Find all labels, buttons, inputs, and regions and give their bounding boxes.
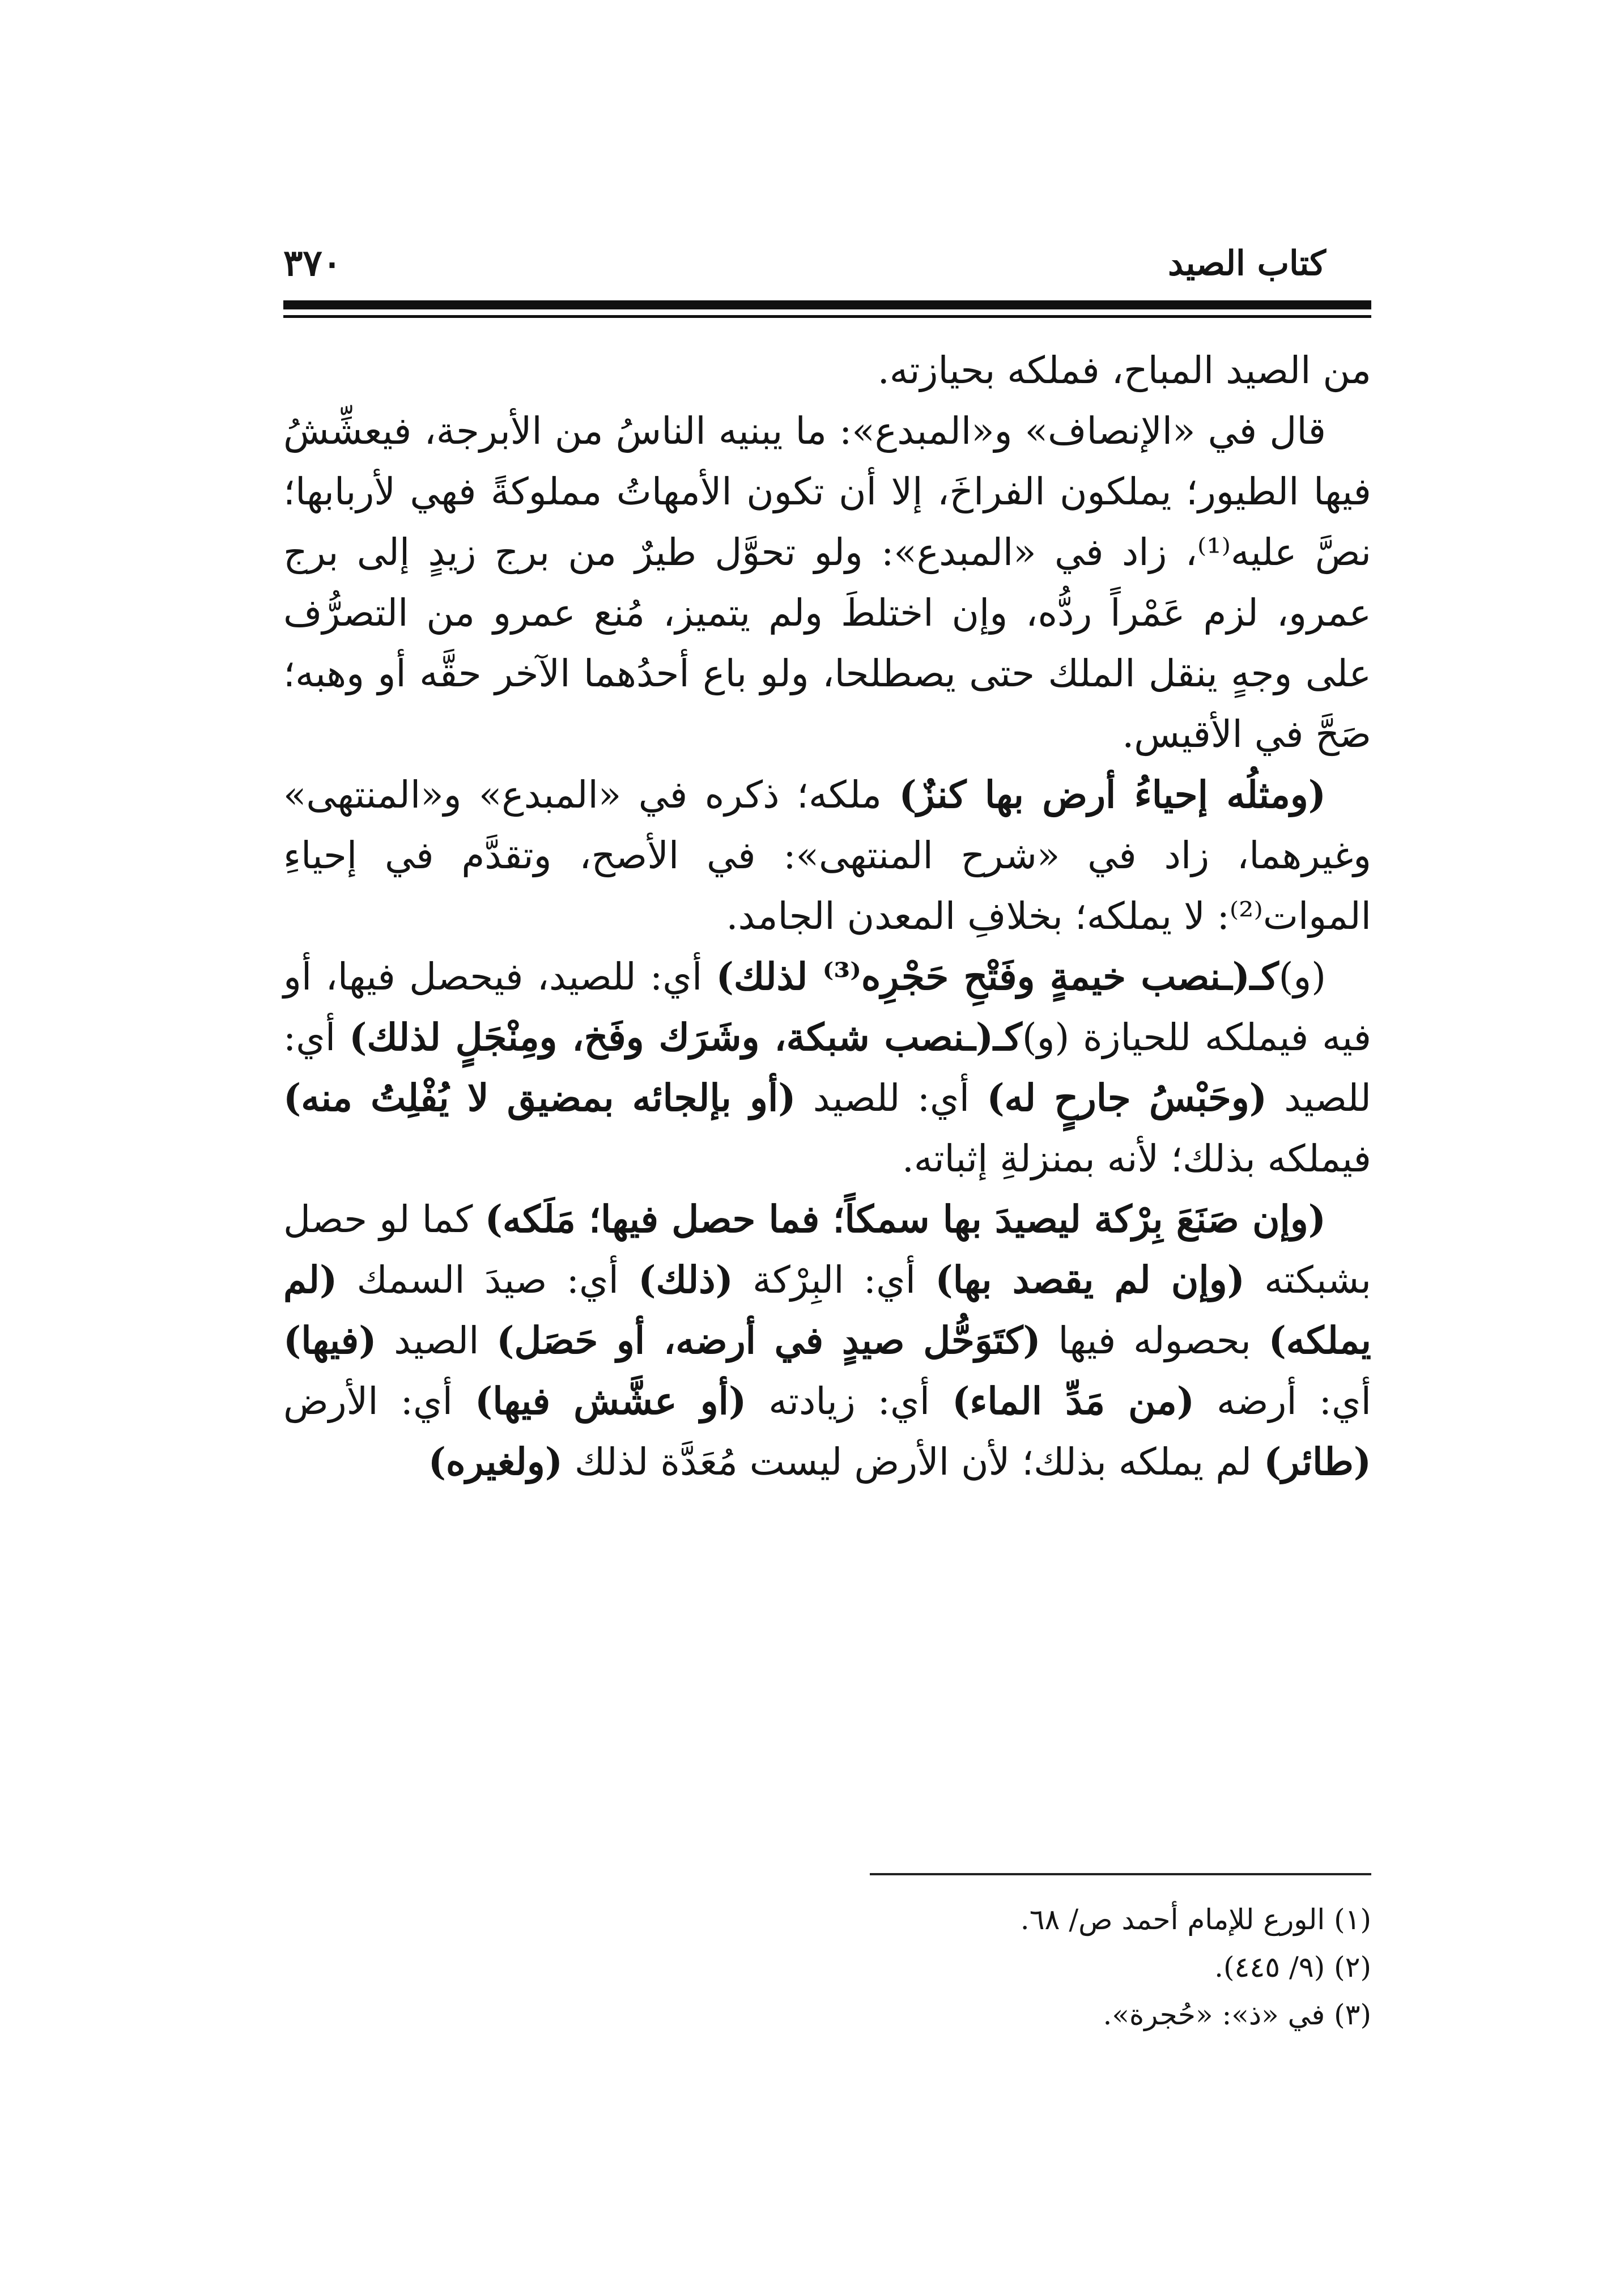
running-title: كتاب الصيد <box>1168 244 1326 283</box>
paragraph-4 <box>283 946 1371 1189</box>
footnote-2: (٢) (٩/ ٤٤٥). <box>1214 1951 1371 1984</box>
bold-text-run: (ولغيره) <box>428 1440 563 1484</box>
bold-text-run: (لم يملكه) <box>283 1258 1371 1362</box>
text-run: فيملكه بذلك؛ لأنه بمنزلةِ إثباته. <box>902 1137 1371 1181</box>
text-run: الصيد <box>376 1319 497 1362</box>
paragraph-3 <box>283 765 1371 946</box>
text-run: ملكه؛ ذكره في «المبدع» و«المنتهى» وغيرهما، زاد في «شرح المنتهى»: في الأصح، وتقدَّم في إحياءِ الموات⁽²⁾: لا يملكه؛ بخلافِ المعدن الجامد. <box>283 773 1371 938</box>
bold-text-run: كـ(ـنصب خيمةٍ وفَتْحِ حَجْرِه⁽³⁾ لذلك) <box>716 954 1279 999</box>
header-rule-thin <box>283 315 1371 318</box>
bold-text-run: (وإن صَنَعَ بِرْكة ليصيدَ بها سمكاً؛ فما حصل فيها؛ مَلَكه) <box>484 1197 1326 1241</box>
text-run: لم يملكه بذلك؛ لأن الأرض ليست مُعَدَّة لذلك <box>562 1440 1264 1484</box>
page-number: ٣٧٠ <box>283 242 342 284</box>
footnote-separator <box>870 1873 1371 1875</box>
footnote-1: (١) الورع للإمام أحمد ص/ ٦٨. <box>1020 1903 1371 1936</box>
main-text <box>283 340 1371 1492</box>
bold-text-run: (وحَبْسُ جارحٍ له) <box>987 1076 1267 1120</box>
bold-text-run: (ومثلُه إحياءُ أرض بها كنزٌ) <box>899 772 1326 817</box>
text-run: كما لو حصل بشبكته <box>283 1198 1371 1302</box>
bold-text-run: كـ(ـنصب شبكة، وشَرَك وفَخ، ومِنْجَلٍ لذلك) <box>349 1015 1022 1059</box>
header-rule-thick <box>283 300 1371 309</box>
bold-text-run: (ذلك) <box>638 1258 733 1302</box>
bold-text-run: (وإن لم يقصد بها) <box>935 1258 1245 1302</box>
bold-text-run: (كتَوَحُّل صيدٍ في أرضه، أو حَصَل) <box>496 1318 1041 1362</box>
text-run: أي: صيدَ السمك <box>337 1258 639 1302</box>
bold-text-run: (طائر) <box>1264 1440 1371 1484</box>
paragraph-2: قال في «الإنصاف» و«المبدع»: ما يبنيه الناسُ من الأبرجة، فيعشِّشُ فيها الطيور؛ يملكون الفراخَ، إلا أن تكون الأمهاتُ مملوكةً فهي لأربابها؛ نصَّ عليه⁽¹⁾، زاد في «المبدع»: ولو تحوَّل طيرٌ من برج زيدٍ إلى برج عمرو، لزم عَمْراً ردُّه، وإن اختلطَ ولم يتميز، مُنع عمرو من التصرُّف على وجهٍ ينقل الملك حتى يصطلحا، ولو باع أحدُهما الآخر حقَّه أو وهبه؛ صَحَّ في الأقيس. <box>283 409 1371 756</box>
page-header <box>283 238 1371 289</box>
text-run: بحصوله فيها <box>1040 1319 1269 1362</box>
text-run: أي: للصيد <box>283 1016 1371 1120</box>
text-run: (و) <box>1278 955 1326 999</box>
bold-text-run: (أو بإلجائه بمضيق لا يُفْلِتُ منه) <box>283 1076 796 1120</box>
text-run: (و) <box>1022 1016 1070 1059</box>
text-run: أي: للصيد، فيحصل فيها، أو فيه فيملكه للحيازة <box>283 955 1371 1059</box>
paragraph-5 <box>283 1189 1371 1492</box>
text-run: أي: الأرض <box>283 1379 475 1423</box>
footnotes <box>737 1896 1371 2039</box>
bold-text-run: (فيها) <box>283 1318 377 1362</box>
text-run: أي: أرضه <box>1194 1379 1371 1423</box>
text-run: أي: زيادته <box>746 1379 953 1423</box>
text-run: أي: البِرْكة <box>733 1258 936 1302</box>
bold-text-run: (من مَدِّ الماء) <box>952 1379 1194 1423</box>
text-run: أي: للصيد <box>796 1076 987 1120</box>
paragraph-1: من الصيد المباح، فملكه بحيازته. <box>877 349 1371 392</box>
bold-text-run: (أو عشَّش فيها) <box>475 1379 747 1423</box>
footnote-3: (٣) في «ذ»: «حُجرة». <box>1103 1998 1371 2031</box>
